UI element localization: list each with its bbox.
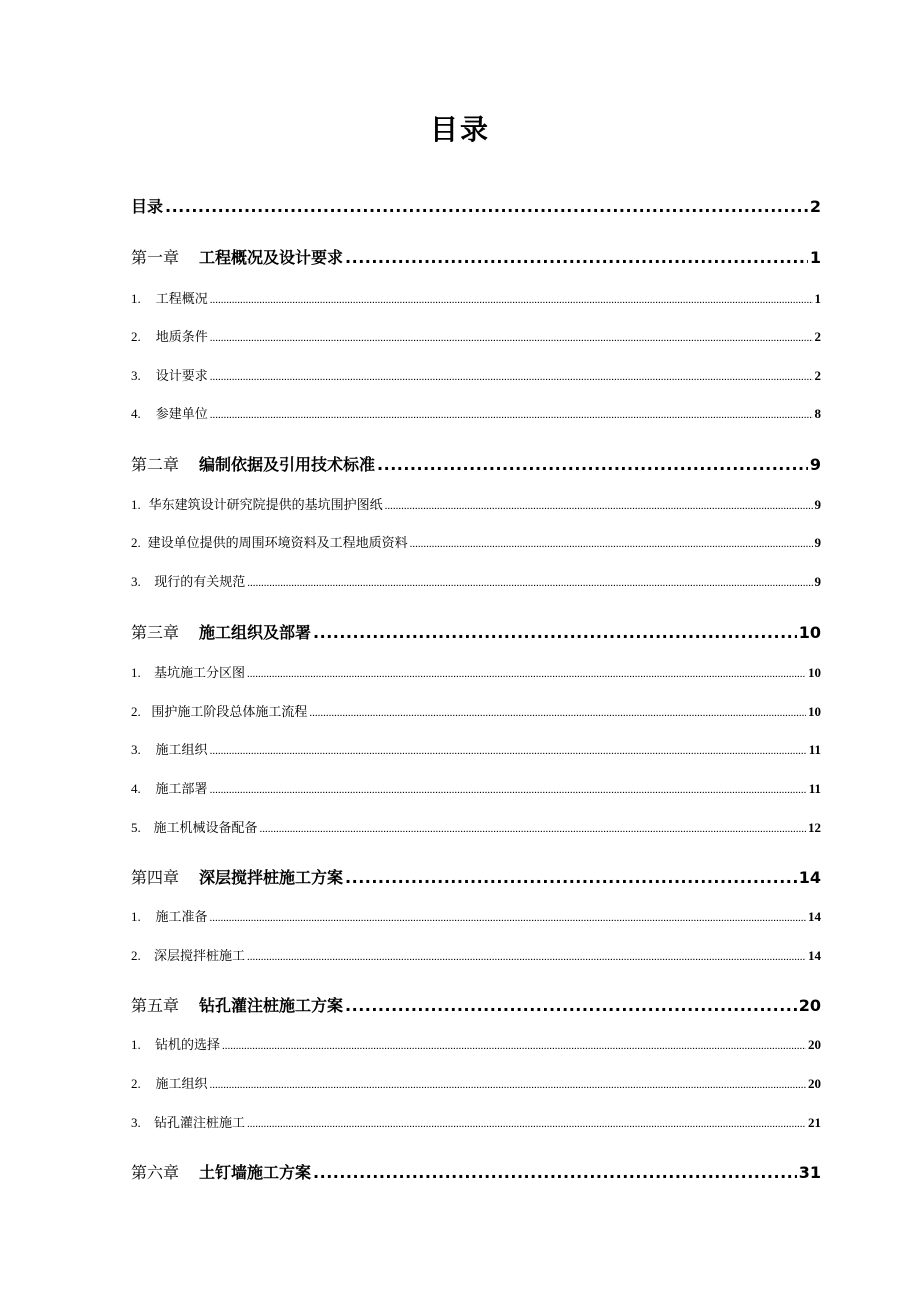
toc-entry-number: 1. <box>131 909 141 924</box>
toc-entry-number: 2. <box>131 329 141 344</box>
toc-entry-number: 2. <box>131 535 141 550</box>
toc-dot-leader <box>210 1079 806 1091</box>
toc-entry-label: 华东建筑设计研究院提供的基坑围护图纸 <box>148 498 383 513</box>
toc-chapter-entry[interactable] <box>131 993 821 1016</box>
toc-entry-number: 2. <box>131 704 141 719</box>
toc-entry-label: 建设单位提供的周围环境资料及工程地质资料 <box>147 536 408 551</box>
toc-chapter-entry[interactable] <box>131 620 821 643</box>
toc-entry-page: 11 <box>808 742 821 757</box>
toc-entry-number: 1. <box>131 1037 141 1052</box>
toc-dot-leader <box>259 823 806 835</box>
toc-entry-label: 深层搅拌桩施工 <box>153 949 245 964</box>
toc-entry-label: 工程概况 <box>155 292 208 307</box>
toc-entry-label: 深层搅拌桩施工方案 <box>199 868 344 887</box>
toc-entry-page: 12 <box>808 820 821 835</box>
toc-entry-page: 9 <box>814 574 821 589</box>
toc-chapter-entry[interactable] <box>131 194 821 217</box>
toc-section-entry[interactable] <box>131 1073 821 1092</box>
toc-dot-leader <box>345 996 797 1015</box>
toc-entry-label: 施工机械设备配备 <box>153 821 258 836</box>
toc-entry-label: 围护施工阶段总体施工流程 <box>151 705 308 720</box>
toc-dot-leader <box>385 500 813 512</box>
toc-entry-number: 3. <box>131 368 141 383</box>
toc-dot-leader <box>247 577 812 589</box>
toc-section-entry[interactable] <box>131 326 821 345</box>
toc-entry-number: 第六章 <box>131 1163 180 1182</box>
toc-entry-label: 钻机的选择 <box>155 1038 221 1053</box>
toc-entry-label: 钻孔灌注桩施工 <box>153 1116 245 1131</box>
toc-entry-number: 第二章 <box>131 455 180 474</box>
toc-section-entry[interactable] <box>131 571 821 590</box>
toc-dot-leader <box>210 409 813 421</box>
toc-entry-label: 目录 <box>131 197 164 216</box>
toc-dot-leader <box>309 707 806 719</box>
toc-section-entry[interactable] <box>131 817 821 836</box>
toc-chapter-entry[interactable] <box>131 245 821 268</box>
toc-entry-page: 20 <box>808 1037 821 1052</box>
toc-entry-label: 编制依据及引用技术标准 <box>199 455 376 474</box>
toc-dot-leader <box>222 1040 806 1052</box>
toc-entry-page: 10 <box>808 704 821 719</box>
toc-dot-leader <box>210 332 813 344</box>
toc-dot-leader <box>377 455 808 474</box>
toc-entry-number: 1. <box>131 497 141 512</box>
toc-entry-number: 3. <box>131 574 141 589</box>
toc-entry-page: 2 <box>814 368 821 383</box>
toc-section-entry[interactable] <box>131 365 821 384</box>
toc-section-entry[interactable] <box>131 494 821 513</box>
toc-entry-page: 21 <box>808 1115 821 1130</box>
toc-dot-leader <box>345 248 808 267</box>
toc-dot-leader <box>313 623 797 642</box>
toc-entry-page: 2 <box>809 197 821 216</box>
toc-dot-leader <box>345 868 797 887</box>
toc-entry-number: 第五章 <box>131 996 180 1015</box>
toc-entry-number: 第三章 <box>131 623 180 642</box>
toc-section-entry[interactable] <box>131 662 821 681</box>
toc-section-entry[interactable] <box>131 945 821 964</box>
toc-entry-number: 1. <box>131 665 141 680</box>
toc-entry-page: 2 <box>814 329 821 344</box>
toc-entry-label: 施工组织 <box>155 1077 208 1092</box>
toc-entry-label: 参建单位 <box>155 407 208 422</box>
toc-entry-label: 土钉墙施工方案 <box>199 1163 312 1182</box>
toc-entry-number: 第一章 <box>131 248 180 267</box>
toc-dot-leader <box>210 294 813 306</box>
toc-section-entry[interactable] <box>131 532 821 551</box>
toc-dot-leader <box>247 951 806 963</box>
toc-dot-leader <box>247 668 806 680</box>
toc-entry-page: 14 <box>808 948 821 963</box>
toc-entry-label: 地质条件 <box>155 330 208 345</box>
toc-entry-label: 施工准备 <box>155 910 208 925</box>
toc-entry-page: 20 <box>808 1076 821 1091</box>
toc-dot-leader <box>165 197 808 216</box>
toc-section-entry[interactable] <box>131 1034 821 1053</box>
toc-entry-page: 1 <box>814 291 821 306</box>
toc-entry-page: 9 <box>814 497 821 512</box>
toc-section-entry[interactable] <box>131 906 821 925</box>
toc-dot-leader <box>210 371 813 383</box>
toc-entry-number: 2. <box>131 948 141 963</box>
toc-entry-page: 31 <box>798 1163 821 1182</box>
toc-entry-number: 1. <box>131 291 141 306</box>
toc-entry-page: 20 <box>798 996 821 1015</box>
toc-entry-label: 施工组织及部署 <box>199 623 312 642</box>
toc-section-entry[interactable] <box>131 701 821 720</box>
toc-entry-page: 8 <box>814 406 821 421</box>
toc-entry-page: 10 <box>808 665 821 680</box>
toc-section-entry[interactable] <box>131 403 821 422</box>
toc-dot-leader <box>313 1163 797 1182</box>
toc-entry-number: 2. <box>131 1076 141 1091</box>
toc-entry-number: 4. <box>131 781 141 796</box>
toc-dot-leader <box>210 784 807 796</box>
toc-entry-page: 10 <box>798 623 821 642</box>
toc-chapter-entry[interactable] <box>131 865 821 888</box>
toc-entry-page: 11 <box>808 781 821 796</box>
toc-entry-number: 4. <box>131 406 141 421</box>
toc-entry-page: 9 <box>814 535 821 550</box>
toc-entry-page: 14 <box>798 868 821 887</box>
toc-entry-label: 基坑施工分区图 <box>153 666 245 681</box>
toc-chapter-entry[interactable] <box>131 452 821 475</box>
toc-dot-leader <box>410 538 813 550</box>
toc-entry-label: 现行的有关规范 <box>154 575 246 590</box>
toc-section-entry[interactable] <box>131 778 821 797</box>
toc-entry-number: 3. <box>131 742 141 757</box>
toc-dot-leader <box>210 745 807 757</box>
toc-section-entry[interactable] <box>131 739 821 758</box>
toc-entry-number: 5. <box>131 820 141 835</box>
toc-entry-page: 1 <box>809 248 821 267</box>
toc-entry-label: 设计要求 <box>155 369 208 384</box>
toc-entry-page: 14 <box>808 909 821 924</box>
toc-entry-label: 施工部署 <box>155 782 208 797</box>
toc-entry-number: 第四章 <box>131 868 180 887</box>
toc-dot-leader <box>247 1118 806 1130</box>
toc-title: 目录 <box>429 113 490 146</box>
toc-entry-label: 施工组织 <box>155 743 208 758</box>
toc-entry-number: 3. <box>131 1115 141 1130</box>
toc-section-entry[interactable] <box>131 288 821 307</box>
toc-entry-page: 9 <box>809 455 821 474</box>
toc-section-entry[interactable] <box>131 1112 821 1131</box>
toc-chapter-entry[interactable] <box>131 1160 821 1183</box>
toc-entry-label: 钻孔灌注桩施工方案 <box>199 996 344 1015</box>
toc-entry-label: 工程概况及设计要求 <box>199 248 344 267</box>
toc-dot-leader <box>210 912 806 924</box>
